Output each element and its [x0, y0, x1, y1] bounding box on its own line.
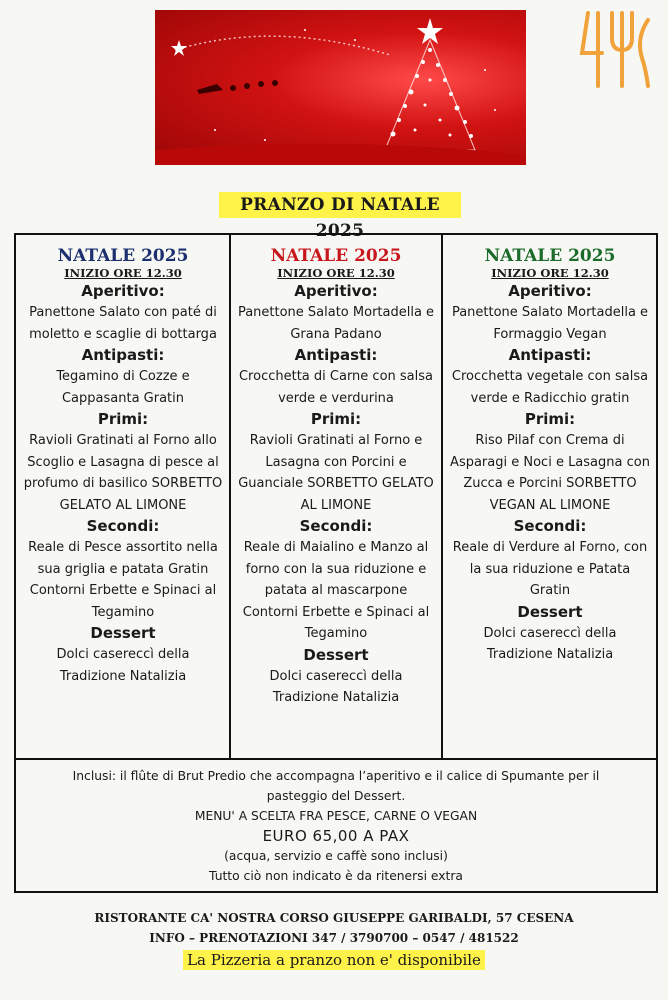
section-label: Secondi:: [299, 517, 373, 535]
section-label: Aperitivo:: [81, 282, 165, 300]
column-heading: NATALE 2025: [270, 246, 402, 266]
column-divider: [441, 233, 443, 760]
fork-logo-icon: [578, 8, 654, 94]
section-label: Dessert: [303, 645, 369, 664]
section-label: Antipasti:: [81, 346, 165, 364]
antipasti-text: Crocchetta vegetale con salsa verde e Radicchio gratin: [451, 369, 649, 406]
section-label: Aperitivo:: [294, 282, 378, 300]
section-label: Dessert: [517, 602, 583, 621]
secondi-text: Reale di Maialino e Manzo al forno con la sua riduzione e patata al mascarpone Contorni Erbette e Spinaci al Tegamino: [242, 540, 430, 641]
primi-text: Ravioli Gratinati al Forno allo Scoglio e Lasagna di pesce al profumo di basilico SORBETTO GELATO AL LIMONE: [23, 433, 223, 513]
christmas-tree-banner-icon: [155, 10, 526, 165]
menu-column-vegan: [445, 236, 655, 756]
antipasti-text: Tegamino di Cozze e Cappasanta Gratin: [56, 369, 190, 406]
booking-info: INFO – PRENOTAZIONI 347 / 3790700 – 0547 / 481522: [149, 931, 519, 945]
antipasti-text: Crocchetta di Carne con salsa verde e verdurina: [238, 369, 433, 406]
section-label: Primi:: [97, 410, 149, 428]
dessert-text: Dolci casereccì della Tradizione Natalizia: [56, 647, 190, 684]
secondi-text: Reale di Verdure al Forno, con la sua riduzione e Patata Gratin: [452, 540, 648, 598]
dessert-text: Dolci casereccì della Tradizione Natalizia: [483, 625, 617, 662]
section-label: Secondi:: [513, 517, 587, 535]
column-heading: NATALE 2025: [57, 246, 189, 266]
column-heading: NATALE 2025: [484, 246, 616, 266]
aperitivo-text: Panettone Salato Mortadella e Grana Padano: [237, 305, 435, 342]
scelta-text: MENU' A SCELTA FRA PESCE, CARNE O VEGAN: [194, 809, 478, 823]
dessert-text: Dolci casereccì della Tradizione Natalizia: [269, 668, 403, 705]
start-time: INIZIO ORE 12.30: [491, 266, 609, 280]
aperitivo-text: Panettone Salato con paté di moletto e scaglie di bottarga: [29, 305, 217, 342]
menu-column-carne: [233, 236, 439, 756]
section-label: Secondi:: [86, 517, 160, 535]
start-time: INIZIO ORE 12.30: [277, 266, 395, 280]
extra-text: Tutto ciò non indicato è da ritenersi extra: [209, 869, 463, 883]
section-label: Dessert: [90, 624, 156, 642]
pizzeria-notice: La Pizzeria a pranzo non e' disponibile: [183, 950, 485, 970]
included-text: (acqua, servizio e caffè sono inclusi): [224, 849, 448, 863]
aperitivo-text: Panettone Salato Mortadella e Formaggio Vegan: [451, 305, 649, 342]
page-title: PRANZO DI NATALE 2025: [219, 192, 461, 218]
menu-column-pesce: [18, 236, 228, 756]
primi-text: Riso Pilaf con Crema di Asparagi e Noci e Lasagna con Zucca e Porcini SORBETTO VEGAN AL LIMONE: [450, 433, 650, 513]
restaurant-address: RISTORANTE CA' NOSTRA CORSO GIUSEPPE GARIBALDI, 57 CESENA: [94, 911, 574, 925]
column-divider: [229, 233, 231, 760]
section-label: Antipasti:: [508, 346, 592, 364]
primi-text: Ravioli Gratinati al Forno e Lasagna con Porcini e Guanciale SORBETTO GELATO AL LIMONE: [238, 433, 434, 513]
section-label: Primi:: [524, 410, 576, 428]
section-label: Aperitivo:: [508, 282, 592, 300]
section-label: Antipasti:: [294, 346, 378, 364]
section-label: Primi:: [310, 410, 362, 428]
menu-footer: [14, 760, 658, 893]
price-text: EURO 65,00 A PAX: [262, 827, 410, 845]
restaurant-info: [0, 908, 668, 971]
start-time: INIZIO ORE 12.30: [64, 266, 182, 280]
inclusi-text: Inclusi: il flûte di Brut Predio che accompagna l’aperitivo e il calice di Spumante per il pasteggio del Dessert.: [72, 769, 600, 803]
secondi-text: Reale di Pesce assortito nella sua griglia e patata Gratin Contorni Erbette e Spinaci al Tegamino: [28, 540, 218, 620]
christmas-banner: [155, 10, 526, 165]
